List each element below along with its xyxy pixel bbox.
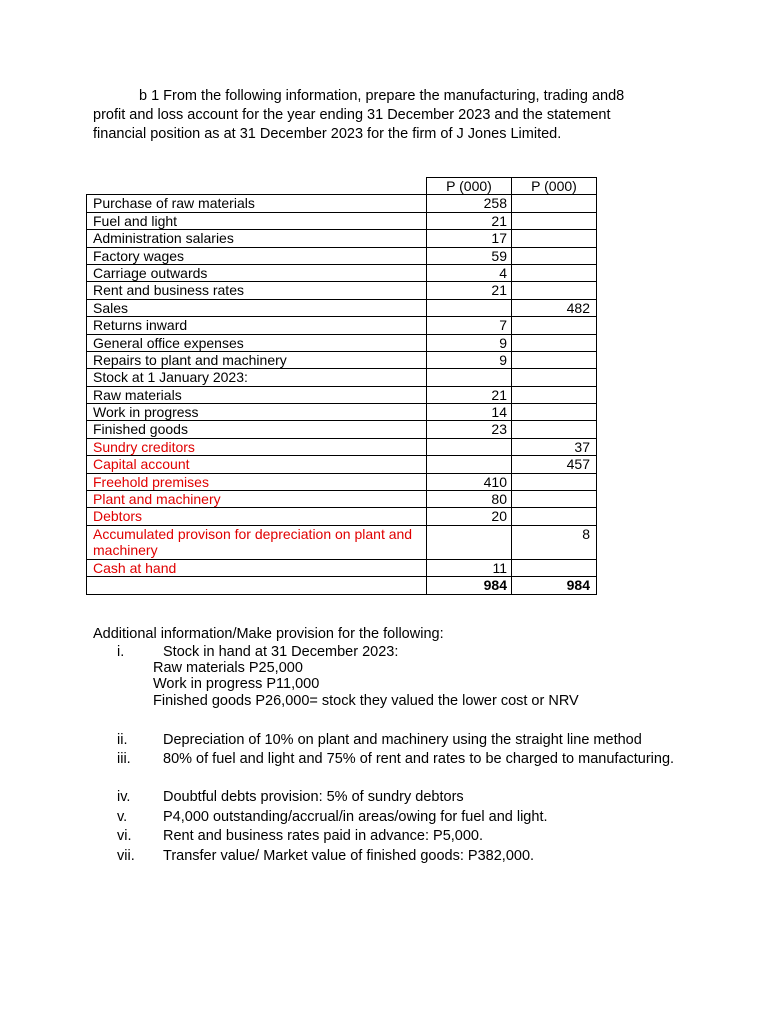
row-label: Cash at hand	[87, 559, 427, 576]
question-line-1: b 1 From the following information, prepare the manufacturing, trading and8	[139, 88, 625, 104]
stock-wip: Work in progress P11,000	[153, 676, 320, 692]
row-dr: 410	[427, 473, 512, 490]
row-label: Capital account	[87, 456, 427, 473]
row-dr: 21	[427, 282, 512, 299]
note-text: Depreciation of 10% on plant and machinery using the straight line method	[163, 732, 642, 748]
row-cr	[512, 386, 597, 403]
row-cr	[512, 508, 597, 525]
row-cr	[512, 491, 597, 508]
table-row	[87, 195, 597, 212]
row-cr	[512, 264, 597, 281]
row-dr: 258	[427, 195, 512, 212]
total-label-cell	[87, 577, 427, 594]
row-cr	[512, 212, 597, 229]
additional-info	[93, 625, 733, 864]
row-label: Fuel and light	[87, 212, 427, 229]
table-row	[87, 334, 597, 351]
row-dr: 21	[427, 212, 512, 229]
note-roman: i.	[117, 644, 125, 660]
row-label: Finished goods	[87, 421, 427, 438]
table-row	[87, 369, 597, 386]
note-roman: vi.	[117, 828, 132, 844]
row-cr	[512, 421, 597, 438]
table-row	[87, 421, 597, 438]
note-text: Stock in hand at 31 December 2023:	[163, 644, 399, 660]
row-label: Purchase of raw materials	[87, 195, 427, 212]
row-dr	[427, 438, 512, 455]
table-row	[87, 386, 597, 403]
row-dr: 17	[427, 230, 512, 247]
stock-raw: Raw materials P25,000	[153, 660, 303, 676]
note-roman: ii.	[117, 732, 128, 748]
row-cr: 457	[512, 456, 597, 473]
row-dr: 80	[427, 491, 512, 508]
row-dr: 14	[427, 404, 512, 421]
row-dr	[427, 456, 512, 473]
row-dr: 59	[427, 247, 512, 264]
row-cr: 482	[512, 299, 597, 316]
note-roman: v.	[117, 809, 128, 825]
row-dr: 4	[427, 264, 512, 281]
table-row	[87, 212, 597, 229]
table-row	[87, 438, 597, 455]
row-dr: 9	[427, 351, 512, 368]
col1-header: P (000)	[427, 178, 512, 195]
row-label: Accumulated provison for depreciation on plant and machinery	[87, 525, 427, 559]
row-label: Stock at 1 January 2023:	[87, 369, 427, 386]
table-row	[87, 299, 597, 316]
row-label: General office expenses	[87, 334, 427, 351]
note-roman: iv.	[117, 789, 131, 805]
table-row	[87, 456, 597, 473]
question-line-3: financial position as at 31 December 2023 for the firm of J Jones Limited.	[93, 126, 562, 142]
trial-balance-table	[86, 177, 597, 595]
question-text	[93, 87, 693, 144]
row-label: Carriage outwards	[87, 264, 427, 281]
row-dr	[427, 369, 512, 386]
table-row	[87, 559, 597, 576]
note-text: Transfer value/ Market value of finished goods: P382,000.	[163, 848, 535, 864]
row-label: Work in progress	[87, 404, 427, 421]
note-text: P4,000 outstanding/accrual/in areas/owing for fuel and light.	[163, 809, 548, 825]
row-dr: 20	[427, 508, 512, 525]
row-cr	[512, 195, 597, 212]
row-label: Plant and machinery	[87, 491, 427, 508]
table-row	[87, 230, 597, 247]
row-cr: 37	[512, 438, 597, 455]
table-row	[87, 525, 597, 559]
table-row	[87, 317, 597, 334]
col2-header: P (000)	[512, 178, 597, 195]
row-dr: 11	[427, 559, 512, 576]
row-cr	[512, 559, 597, 576]
row-dr: 21	[427, 386, 512, 403]
row-cr	[512, 473, 597, 490]
table-body	[87, 195, 597, 577]
table-row	[87, 282, 597, 299]
row-dr: 23	[427, 421, 512, 438]
row-label: Factory wages	[87, 247, 427, 264]
table-row	[87, 247, 597, 264]
row-cr	[512, 404, 597, 421]
row-label: Administration salaries	[87, 230, 427, 247]
row-dr	[427, 525, 512, 559]
table-row	[87, 473, 597, 490]
note-roman: vii.	[117, 848, 135, 864]
row-label: Freehold premises	[87, 473, 427, 490]
row-cr	[512, 230, 597, 247]
stock-finished: Finished goods P26,000= stock they valued the lower cost or NRV	[153, 693, 579, 709]
additional-title: Additional information/Make provision for the following:	[93, 626, 444, 642]
table-row	[87, 508, 597, 525]
row-dr: 7	[427, 317, 512, 334]
row-label: Debtors	[87, 508, 427, 525]
table-row	[87, 351, 597, 368]
row-cr	[512, 282, 597, 299]
question-line-2: profit and loss account for the year ending 31 December 2023 and the statement	[93, 107, 611, 123]
row-dr: 9	[427, 334, 512, 351]
row-cr	[512, 351, 597, 368]
table-row	[87, 491, 597, 508]
row-label: Repairs to plant and machinery	[87, 351, 427, 368]
row-label: Raw materials	[87, 386, 427, 403]
row-label: Returns inward	[87, 317, 427, 334]
row-cr	[512, 247, 597, 264]
row-label: Sales	[87, 299, 427, 316]
row-cr	[512, 334, 597, 351]
row-cr: 8	[512, 525, 597, 559]
table-row	[87, 264, 597, 281]
note-text: Rent and business rates paid in advance: P5,000.	[163, 828, 484, 844]
note-text: 80% of fuel and light and 75% of rent and rates to be charged to manufacturing.	[163, 751, 675, 767]
header-blank-cell	[87, 178, 427, 195]
note-roman: iii.	[117, 751, 131, 767]
note-text: Doubtful debts provision: 5% of sundry debtors	[163, 789, 464, 805]
row-cr	[512, 369, 597, 386]
row-label: Rent and business rates	[87, 282, 427, 299]
table-header-row	[87, 178, 597, 195]
total-row	[87, 577, 597, 594]
row-label: Sundry creditors	[87, 438, 427, 455]
row-dr	[427, 299, 512, 316]
table-row	[87, 404, 597, 421]
total-cr: 984	[512, 577, 597, 594]
row-cr	[512, 317, 597, 334]
total-dr: 984	[427, 577, 512, 594]
